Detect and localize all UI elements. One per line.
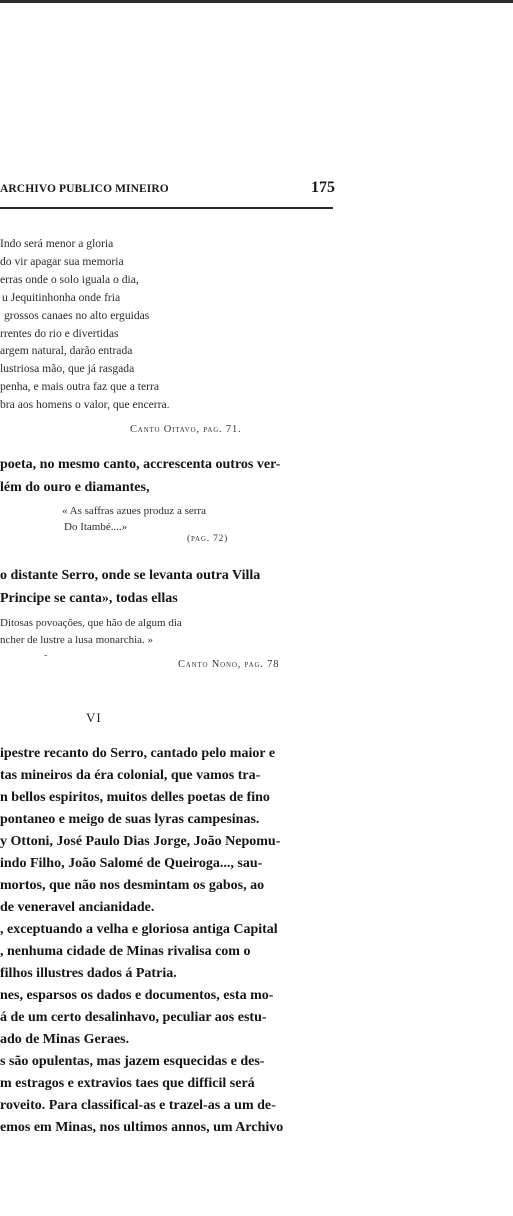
body-line: pontaneo e meigo de suas lyras campesinas. — [0, 812, 260, 827]
verse-line: grossos canaes no alto erguidas — [4, 309, 150, 322]
quote-line: « As saffras azues produz a serra — [62, 505, 206, 517]
body-line: s são opulentas, mas jazem esquecidas e des- — [0, 1054, 265, 1069]
body-line: nes, esparsos os dados e documentos, esta mo- — [0, 988, 274, 1003]
body-line: ado de Minas Geraes. — [0, 1032, 130, 1047]
running-head-title: ARCHIVO PUBLICO MINEIRO — [0, 183, 169, 195]
verse-line: erras onde o solo iguala o dia, — [0, 273, 139, 286]
verse-line: do vir apagar sua memoria — [0, 255, 124, 268]
quote-line: ncher de lustre a lusa monarchia. » — [0, 634, 154, 646]
body-line: filhos illustres dados á Patria. — [0, 966, 177, 981]
paragraph-line: Principe se canta», todas ellas — [0, 591, 178, 606]
paragraph-line: o distante Serro, onde se levanta outra Villa — [0, 568, 261, 583]
body-line: de veneravel ancianidade. — [0, 900, 155, 915]
body-line: n bellos espiritos, muitos delles poetas de fino — [0, 790, 270, 805]
verse-line: penha, e mais outra faz que a terra — [0, 380, 160, 393]
stray-mark: - — [44, 650, 48, 661]
section-number: VI — [86, 710, 102, 725]
citation: Canto Nono, pag. 78 — [178, 659, 280, 670]
verse-line: bra aos homens o valor, que encerra. — [0, 398, 170, 411]
body-line: , nenhuma cidade de Minas rivalisa com o — [0, 944, 251, 959]
body-line: roveito. Para classifical-as e trazel-as a um de- — [0, 1098, 276, 1113]
body-line: y Ottoni, José Paulo Dias Jorge, João Nepomu- — [0, 834, 281, 849]
body-line: indo Filho, João Salomé de Queiroga..., sau- — [0, 856, 263, 871]
page-number: 175 — [311, 179, 335, 196]
running-head-rule — [0, 207, 333, 209]
body-line: , exceptuando a velha e gloriosa antiga Capital — [0, 922, 278, 937]
verse-line: Indo será menor a gloria — [0, 237, 114, 250]
body-line: tas mineiros da éra colonial, que vamos tra- — [0, 768, 261, 783]
body-line: m estragos e extravios taes que difficil será — [0, 1076, 255, 1091]
body-line: emos em Minas, nos ultimos annos, um Archivo — [0, 1120, 284, 1135]
running-head — [0, 179, 338, 201]
paragraph-line: lém do ouro e diamantes, — [0, 480, 150, 495]
verse-line: u Jequitinhonha onde fria — [2, 291, 121, 304]
verse-line: rrentes do rio e divertidas — [0, 327, 119, 340]
quote-line: Ditosas povoações, que hão de algum dia — [0, 617, 182, 629]
verse-line: argem natural, darão entrada — [0, 344, 133, 357]
quote-line: Do Itambé....» — [64, 521, 128, 533]
verse-line: lustriosa mão, que já rasgada — [0, 362, 135, 375]
paragraph-line: poeta, no mesmo canto, accrescenta outros ver- — [0, 457, 281, 472]
citation: Canto Oitavo, pag. 71. — [130, 424, 242, 435]
body-line: mortos, que não nos desmintam os gabos, ao — [0, 878, 265, 893]
body-line: á de um certo desalinhavo, peculiar aos estu- — [0, 1010, 267, 1025]
body-line: ipestre recanto do Serro, cantado pelo maior e — [0, 746, 276, 761]
citation: (pag. 72) — [187, 534, 229, 544]
